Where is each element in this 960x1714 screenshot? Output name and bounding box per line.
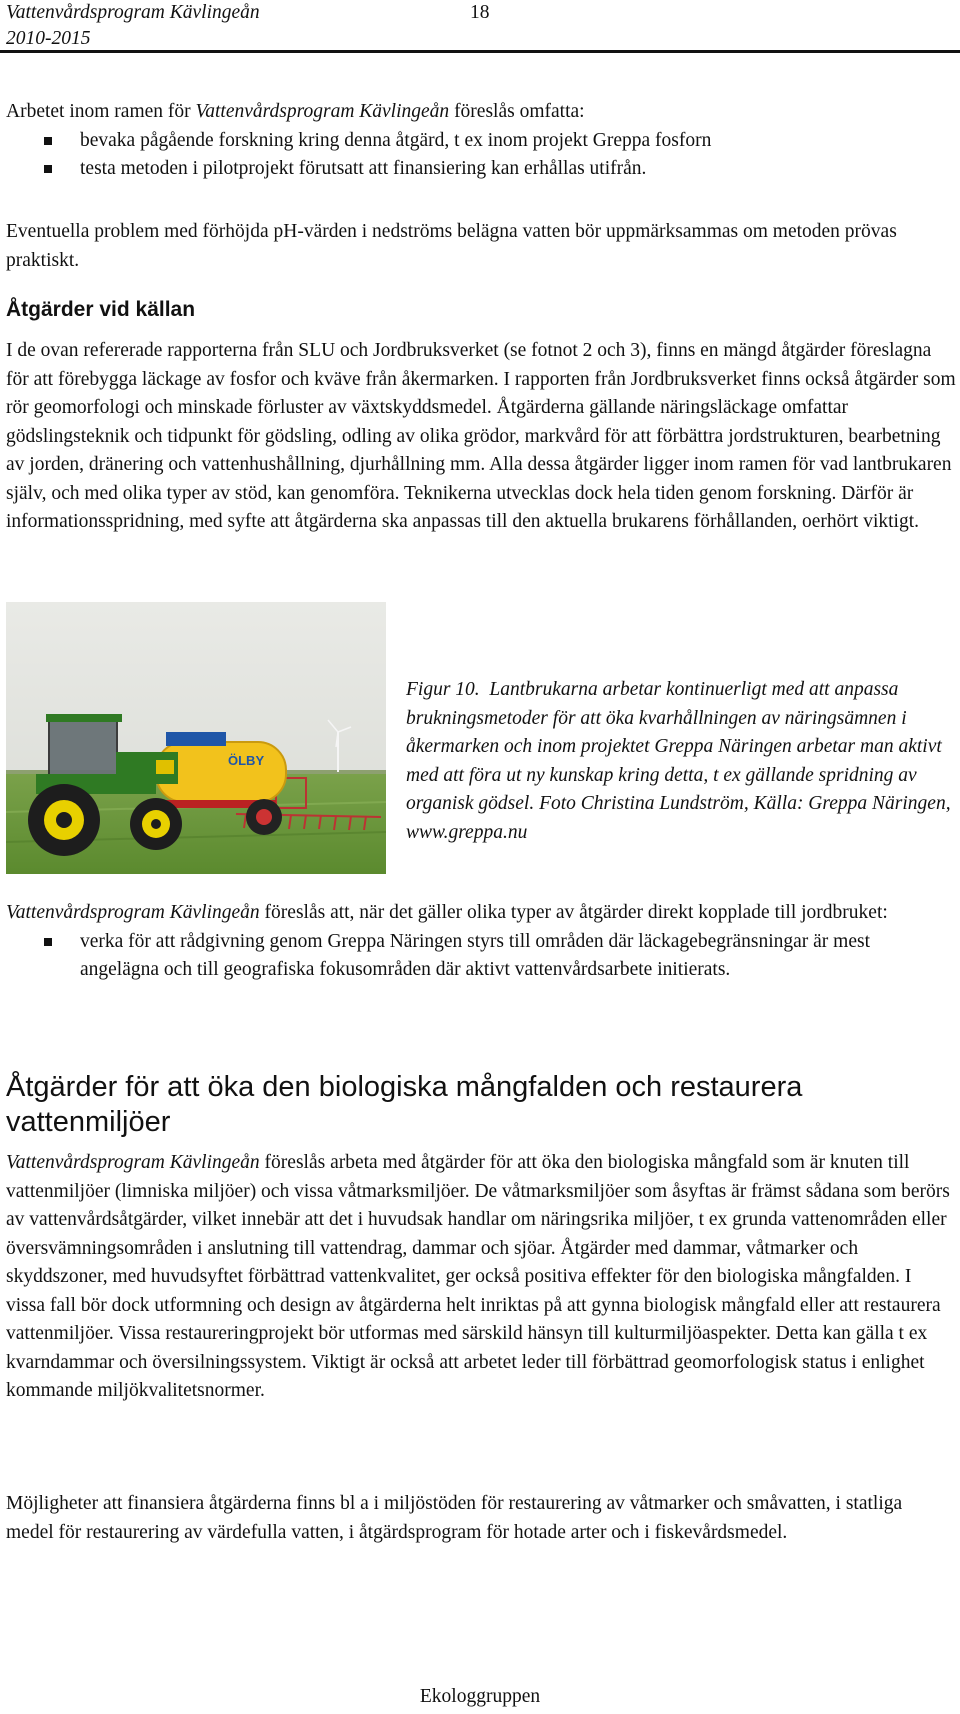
- intro-lead: Arbetet inom ramen för Vattenvårdsprogram Kävlingeån föreslås omfatta:: [6, 101, 585, 122]
- ph-note: Eventuella problem med förhöjda pH-värden i nedströms belägna vatten bör uppmärksammas om metoden prövas praktiskt.: [6, 221, 897, 271]
- program-name: Vattenvårdsprogram Kävlingeån: [6, 902, 260, 923]
- figure-photo: [6, 602, 386, 874]
- program-name: Vattenvårdsprogram Kävlingeån: [6, 1152, 260, 1173]
- header-years: 2010-2015: [6, 28, 91, 49]
- intro-bullet-list: [0, 127, 951, 184]
- agri-bullet-list: [0, 928, 870, 985]
- list-item: verka för att rådgivning genom Greppa Näringen styrs till områden där läckagebegränsningar är mest angelägna och till geografiska fokusområden där aktivt vattenvårdsarbete initierats.: [0, 928, 870, 985]
- section-heading-source-measures: Åtgärder vid källan: [6, 298, 196, 321]
- tank-brand-label: ÖLBY: [228, 753, 265, 768]
- tractor-photo: [6, 602, 386, 874]
- program-name: Vattenvårdsprogram Kävlingeån: [195, 101, 450, 122]
- page-footer: Ekologgruppen: [419, 1686, 541, 1707]
- biodiversity-paragraph-2: Möjligheter att finansiera åtgärderna finns bl a i miljöstöden för restaurering av våtmarker och småvatten, i statliga medel för restaurering av värdefulla vatten, i åtgärdsprogram för hotade arter och i fiskevårdsmedel.: [6, 1493, 903, 1543]
- list-item: testa metoden i pilotprojekt förutsatt att finansiering kan erhållas utifrån.: [0, 155, 951, 184]
- list-item: bevaka pågående forskning kring denna åtgärd, t ex inom projekt Greppa fosforn: [0, 127, 951, 156]
- section-heading-biodiversity: Åtgärder för att öka den biologiska mångfalden och restaurera vattenmiljöer: [6, 1071, 803, 1138]
- figure-caption-text: Lantbrukarna arbetar kontinuerligt med att anpassa brukningsmetoder för att öka kvarhållningen av näringsämnen i åkermarken och inom projektet Greppa Näringen arbetar man aktivt med att föra ut ny kunskap kring detta, t ex gällande spridning av organisk gödsel. Foto Christina Lundström, Källa: Greppa Näringen, www.greppa.nu: [406, 679, 951, 843]
- agri-proposal-section: [6, 899, 954, 985]
- agri-proposal-lead: Vattenvårdsprogram Kävlingeån föreslås att, när det gäller olika typer av åtgärder direkt kopplade till jordbruket:: [6, 902, 888, 923]
- figure-label: Figur 10.: [406, 679, 480, 700]
- intro-section: [6, 98, 951, 184]
- source-measures-paragraph: I de ovan refererade rapporterna från SLU och Jordbruksverket (se fotnot 2 och 3), finns en mängd åtgärder föreslagna för att förebygga läckage av fosfor och kväve från åkermarken. I rapporten från Jordbruksverket finns också åtgärder som rör geomorfologi och minskade förluster av växtskyddsmedel. Åtgärderna gällande näringsläckage omfattar gödslingsteknik och tidpunkt för gödsling, odling av olika grödor, markvård för att förbättra jordstrukturen, bearbetning av jorden, dränering och vattenhushållning, djurhållning mm. Alla dessa åtgärder ligger inom ramen för vad lantbrukaren själv, och med olika typer av stöd, kan genomföra. Teknikerna utvecklas dock hela tiden genom forskning. Därför är informationsspridning, med syfte att åtgärderna ska anpassas till den aktuella brukarens förhållanden, oerhört viktigt.: [6, 340, 956, 532]
- header-rule: [0, 50, 960, 53]
- running-header: [6, 0, 260, 52]
- header-title: Vattenvårdsprogram Kävlingeån: [6, 2, 260, 23]
- page-number: 18: [470, 2, 490, 23]
- biodiversity-paragraph-1: Vattenvårdsprogram Kävlingeån föreslås arbeta med åtgärder för att öka den biologiska mångfald som är knuten till vattenmiljöer (limniska miljöer) och vissa våtmarksmiljöer. De våtmarksmiljöer som åsyftas är främst sådana som berörs av vattenvårdsåtgärder, vilket innebär att det i huvudsak handlar om näringsrika miljöer, t ex grunda vattenområden eller översvämningsområden i anslutning till vattendrag, dammar och sjöar. Åtgärder med dammar, våtmarker och skyddszoner, med huvudsyftet förbättrad vattenkvalitet, ger också positiva effekter för den biologiska mångfalden. I vissa fall bör dock utformning och design av åtgärderna helt inriktas på att gynna biologisk mångfald eller att restaurera vattenmiljöer. Vissa restaureringprojekt bör utformas med särskild hänsyn till kulturmiljöaspekter. Detta kan gälla t ex kvarndammar och översilningssystem. Viktigt är också att arbetet leder till förbättrad geomorfologisk status i enlighet kommande miljökvalitetsnormer.: [6, 1152, 950, 1401]
- figure-caption: [406, 676, 951, 847]
